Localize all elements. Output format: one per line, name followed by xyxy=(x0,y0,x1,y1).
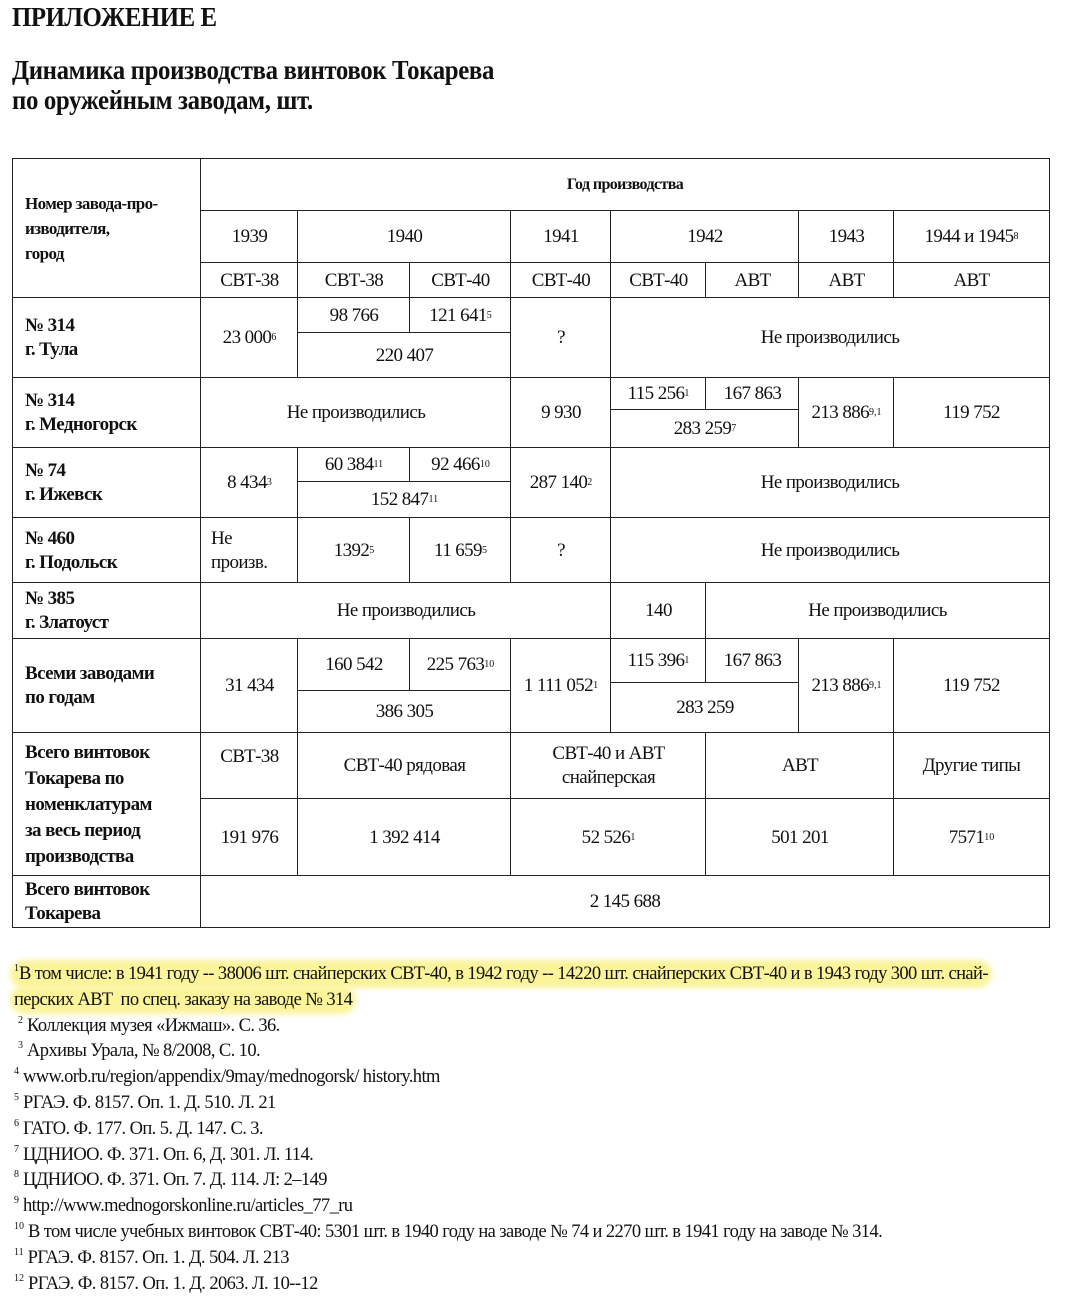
model-1942-svt40: СВТ-40 xyxy=(610,262,707,299)
model-1939: СВТ-38 xyxy=(200,262,299,299)
cell-tula-1940-total: 220 407 xyxy=(297,332,512,379)
cell-mednogorsk-1942-avt: 167 863 xyxy=(705,377,800,411)
value: 8 434 xyxy=(227,472,267,493)
row-label-mednogorsk xyxy=(12,377,202,449)
cell-mednogorsk-1943: 213 886 9,1 xyxy=(798,377,895,449)
value: 1392 xyxy=(333,539,370,561)
year-1944-1945: 1944 и 1945 8 xyxy=(893,210,1050,264)
cell-izhevsk-not-produced: Не производились xyxy=(610,447,1050,519)
cell-izhevsk-1939: 8 434 3 xyxy=(200,447,299,519)
title-line-2: по оружейным заводам, шт. xyxy=(12,85,313,115)
cell-podolsk-1941: ? xyxy=(510,517,612,584)
cell-all-1942-total: 283 259 xyxy=(610,682,800,734)
cell-zlatoust-not-produced-early: Не производились xyxy=(200,582,612,640)
footnote-12 xyxy=(14,1272,1064,1298)
cell-all-1940-svt40: 225 763 10 xyxy=(409,638,512,692)
model-1941: СВТ-40 xyxy=(510,262,612,299)
cell-izhevsk-1940-svt40: 92 466 10 xyxy=(409,447,512,483)
row-label-grand-total xyxy=(12,875,202,928)
factory-number: № 460 xyxy=(25,527,75,549)
value-other: 7571 10 xyxy=(893,798,1050,877)
footnote-number: 11 xyxy=(14,1246,24,1258)
cell-izhevsk-1941: 287 140 2 xyxy=(510,447,612,519)
model-1943: АВТ xyxy=(798,262,895,299)
year-1942: 1942 xyxy=(610,210,800,264)
cell-tula-not-produced: Не производились xyxy=(610,297,1050,379)
label-line: Всего винтовок xyxy=(25,878,150,900)
cell-tula-1941: ? xyxy=(510,297,612,379)
value: 52 526 xyxy=(581,826,631,848)
value: 213 886 xyxy=(811,402,870,423)
page-title xyxy=(12,55,494,115)
grand-total-value: 2 145 688 xyxy=(200,875,1050,928)
year-header: Год производства xyxy=(200,158,1050,212)
row-label-tula xyxy=(12,297,202,379)
type-sniper xyxy=(510,732,707,800)
cell-mednogorsk-not-produced: Не производились xyxy=(200,377,512,449)
cell-all-1942-avt: 167 863 xyxy=(705,638,800,684)
value: 121 641 xyxy=(429,304,487,326)
value: 152 847 xyxy=(370,489,429,510)
value-svt38: 191 976 xyxy=(200,798,299,877)
footnote-number: 10 xyxy=(14,1220,24,1232)
value: 115 396 xyxy=(627,650,685,671)
production-table xyxy=(12,158,1050,928)
cell-mednogorsk-1941: 9 930 xyxy=(510,377,612,449)
year-1939: 1939 xyxy=(200,210,299,264)
footnote-11 xyxy=(14,1246,1064,1272)
appendix-label: ПРИЛОЖЕНИЕ Е xyxy=(12,2,217,32)
value: 7571 xyxy=(948,826,985,848)
value-sniper: 52 526 1 xyxy=(510,798,707,877)
value: 115 256 xyxy=(627,383,685,404)
cell-izhevsk-1940-total: 152 847 11 xyxy=(297,481,512,519)
footnote-text: ЦДНИОО. Ф. 371. Оп. 6, Д. 301. Л. 114. xyxy=(23,1144,314,1165)
cell-izhevsk-1940-svt38: 60 384 11 xyxy=(297,447,411,483)
footnotes xyxy=(14,962,1064,1297)
footnote-number: 3 xyxy=(18,1040,23,1052)
cell-tula-1940-svt40: 121 641 5 xyxy=(409,297,512,334)
footnote-4 xyxy=(14,1065,1064,1091)
value: 23 000 xyxy=(222,327,272,348)
footnote-number: 1 xyxy=(14,963,19,974)
label-line: Всего винтовок xyxy=(25,741,150,763)
cell-all-1941: 1 111 052 1 xyxy=(510,638,612,734)
footnote-6 xyxy=(14,1117,1064,1143)
corner-header-line: город xyxy=(25,244,64,263)
year-1943: 1943 xyxy=(798,210,895,264)
model-1944-1945: АВТ xyxy=(893,262,1050,299)
title-line-1: Динамика производства винтовок Токарева xyxy=(12,55,495,85)
footnote-number: 2 xyxy=(18,1014,23,1026)
cell-zlatoust-not-produced-late: Не производились xyxy=(705,582,1050,640)
footnote-text: Коллекция музея «Ижмаш». С. 36. xyxy=(27,1015,280,1036)
cell-all-1939: 31 434 xyxy=(200,638,299,734)
value: 92 466 xyxy=(431,454,480,475)
value-line: произв. xyxy=(211,551,268,573)
footnote-9 xyxy=(14,1194,1064,1220)
footnote-number: 7 xyxy=(14,1143,19,1155)
footnote-7 xyxy=(14,1143,1064,1169)
value: 287 140 xyxy=(529,472,588,493)
cell-podolsk-not-produced: Не производились xyxy=(610,517,1050,584)
value: 1 111 052 xyxy=(523,675,594,696)
model-1940-svt38: СВТ-38 xyxy=(297,262,411,299)
corner-header-line: изводителя, xyxy=(25,219,110,238)
label-line: по годам xyxy=(25,687,95,708)
footnote-number: 5 xyxy=(14,1091,19,1103)
footnote-number: 6 xyxy=(14,1117,19,1129)
value-avt: 501 201 xyxy=(705,798,895,877)
value: 11 659 xyxy=(434,539,482,561)
factory-city: г. Подольск xyxy=(25,551,118,573)
cell-podolsk-1940-svt40: 11 659 5 xyxy=(409,517,512,584)
factory-number: № 314 xyxy=(25,315,75,336)
label-line: производства xyxy=(25,845,134,867)
footnote-text: РГАЭ. Ф. 8157. Оп. 1. Д. 504. Л. 213 xyxy=(27,1247,289,1268)
type-line: снайперская xyxy=(561,767,656,788)
factory-city: г. Златоуст xyxy=(25,612,109,633)
model-1940-svt40: СВТ-40 xyxy=(409,262,512,299)
cell-all-1940-svt38: 160 542 xyxy=(297,638,411,692)
corner-header-line: Номер завода-про- xyxy=(25,194,158,213)
cell-tula-1940-svt38: 98 766 xyxy=(297,297,411,334)
cell-tula-1939: 23 000 6 xyxy=(200,297,299,379)
cell-podolsk-1940-svt38: 1392 5 xyxy=(297,517,411,584)
factory-number: № 74 xyxy=(25,460,66,481)
label-line: Токарева xyxy=(25,902,101,924)
label-line: Всеми заводами xyxy=(25,663,155,684)
footnote-number: 8 xyxy=(14,1169,19,1181)
highlight xyxy=(14,964,988,984)
footnote-text: перских АВТ по спец. заказу на заводе № 314 xyxy=(14,989,353,1010)
footnote-text: РГАЭ. Ф. 8157. Оп. 1. Д. 510. Л. 21 xyxy=(23,1092,276,1113)
year-1940: 1940 xyxy=(297,210,512,264)
model-1942-avt: АВТ xyxy=(705,262,800,299)
label-line: за весь период xyxy=(25,819,141,841)
value-line: Не xyxy=(211,527,232,549)
value: 213 886 xyxy=(811,675,870,696)
cell-mednogorsk-1942-total: 283 259 7 xyxy=(610,409,800,449)
type-avt: АВТ xyxy=(705,732,895,800)
footnote-number: 9 xyxy=(14,1195,19,1207)
cell-all-1944-1945: 119 752 xyxy=(893,638,1050,734)
footnote-text: www.orb.ru/region/appendix/9may/mednogorsk/ history.htm xyxy=(23,1067,440,1088)
label-line: номенклатурам xyxy=(25,793,152,815)
factory-city: г. Ижевск xyxy=(25,484,103,505)
cell-mednogorsk-1942-svt40: 115 256 1 xyxy=(610,377,707,411)
year-1941: 1941 xyxy=(510,210,612,264)
cell-all-1940-total: 386 305 xyxy=(297,690,512,734)
cell-all-1943: 213 886 9,1 xyxy=(798,638,895,734)
footnote-number: 4 xyxy=(14,1066,19,1078)
footnote-text: ГАТО. Ф. 177. Оп. 5. Д. 147. С. 3. xyxy=(23,1118,263,1139)
cell-all-1942-svt40: 115 396 1 xyxy=(610,638,707,684)
type-other: Другие типы xyxy=(893,732,1050,800)
row-label-all-by-year xyxy=(12,638,202,734)
footnote-text: http://www.mednogorskonline.ru/articles_77_ru xyxy=(23,1196,353,1217)
footnote-5 xyxy=(14,1091,1064,1117)
factory-city: г. Медногорск xyxy=(25,414,137,435)
type-svt40-regular: СВТ-40 рядовая xyxy=(297,732,512,800)
footnote-1-continued xyxy=(14,988,1064,1014)
footnote-text: Архивы Урала, № 8/2008, С. 10. xyxy=(27,1041,261,1062)
type-svt38: СВТ-38 xyxy=(200,732,299,800)
value: 60 384 xyxy=(324,454,374,475)
highlight xyxy=(14,990,352,1010)
footnote-1 xyxy=(14,962,1064,988)
type-line: СВТ-40 и АВТ xyxy=(552,743,665,764)
label-line: Токарева по xyxy=(25,767,124,789)
row-label-zlatoust xyxy=(12,582,202,640)
footnote-text: ЦДНИОО. Ф. 371. Оп. 7. Д. 114. Л: 2–149 xyxy=(23,1170,327,1191)
row-label-izhevsk xyxy=(12,447,202,519)
factory-number: № 314 xyxy=(25,390,75,411)
row-label-by-nomenclature xyxy=(12,732,202,877)
footnote-8 xyxy=(14,1168,1064,1194)
value: 225 763 xyxy=(426,654,485,675)
cell-podolsk-1939 xyxy=(200,517,299,584)
value: 283 259 xyxy=(673,418,732,439)
cell-zlatoust-1942-svt40: 140 xyxy=(610,582,707,640)
footnote-2 xyxy=(14,1014,1064,1040)
footnote-number: 12 xyxy=(14,1272,24,1284)
row-label-podolsk xyxy=(12,517,202,584)
footnote-text: В том числе: в 1941 году -- 38006 шт. снайперских СВТ-40, в 1942 году -- 14220 шт. снайперских СВТ-40 и в 1943 году 300 шт. снай- xyxy=(19,964,988,984)
cell-mednogorsk-1944-1945: 119 752 xyxy=(893,377,1050,449)
factory-city: г. Тула xyxy=(25,339,78,360)
year-1944-1945-label: 1944 и 1945 xyxy=(924,226,1014,247)
footnote-text: В том числе учебных винтовок СВТ-40: 5301 шт. в 1940 году на заводе № 74 и 2270 шт. в 1941 году на заводе № 314. xyxy=(28,1221,883,1242)
footnote-text: РГАЭ. Ф. 8157. Оп. 1. Д. 2063. Л. 10--12 xyxy=(28,1273,318,1294)
footnote-10 xyxy=(14,1220,1064,1246)
corner-header xyxy=(12,158,202,299)
value-svt40-regular: 1 392 414 xyxy=(297,798,512,877)
footnote-3 xyxy=(14,1039,1064,1065)
factory-number: № 385 xyxy=(25,588,75,609)
